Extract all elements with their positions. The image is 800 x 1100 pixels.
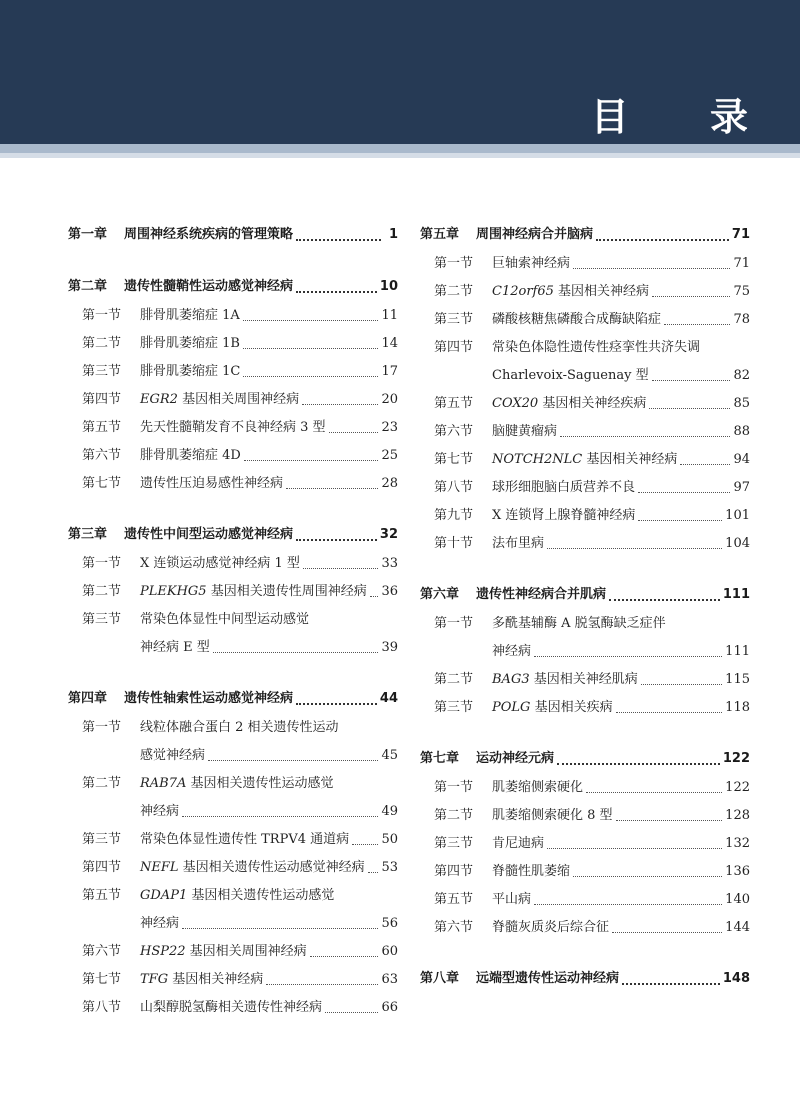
dot-leader [182, 815, 378, 817]
section-title: GDAP1 基因相关遗传性运动感觉 [140, 888, 335, 903]
section-number: 第九节 [434, 508, 474, 523]
dot-leader [266, 983, 378, 985]
dot-leader [303, 567, 379, 569]
section-number: 第二节 [82, 776, 122, 791]
section-number: 第三节 [82, 612, 122, 627]
section-page-number: 45 [381, 748, 398, 763]
section-page-number: 20 [381, 392, 398, 407]
section-page-number: 11 [381, 308, 398, 323]
page-title: 目 录 [590, 95, 782, 139]
section-title: 多酰基辅酶 A 脱氢酶缺乏症伴 [492, 616, 666, 631]
dot-leader [296, 290, 377, 293]
toc-section-continuation[interactable] [68, 798, 398, 826]
chapter-title: 运动神经元病 [476, 751, 555, 766]
section-number: 第六节 [82, 944, 122, 959]
section-title: EGR2 基因相关周围神经病 [140, 392, 300, 407]
toc-section-entry[interactable] [420, 774, 750, 802]
section-title: NOTCH2NLC 基因相关神经病 [492, 452, 678, 467]
gene-name: TFG [140, 972, 169, 987]
section-page-number: 39 [381, 640, 398, 655]
section-title: 球形细胞脑白质营养不良 [492, 480, 636, 495]
section-number: 第二节 [434, 672, 474, 687]
section-title: 腓骨肌萎缩症 4D [140, 448, 241, 463]
dot-leader [680, 463, 730, 465]
section-title: 先天性髓鞘发育不良神经病 3 型 [140, 420, 326, 435]
dot-leader [652, 379, 731, 381]
gene-name: RAB7A [140, 776, 187, 791]
chapter-number: 第七章 [420, 751, 460, 766]
section-page-number: 49 [381, 804, 398, 819]
chapter-number: 第五章 [420, 227, 460, 242]
chapter-title: 周围神经病合并脑病 [476, 227, 594, 242]
chapter-title: 遗传性髓鞘性运动感觉神经病 [124, 279, 294, 294]
section-page-number: 82 [733, 368, 750, 383]
dot-leader [352, 843, 378, 845]
dot-leader [596, 238, 729, 241]
chapter-number: 第三章 [68, 527, 108, 542]
section-title: 常染色体显性中间型运动感觉 [140, 612, 310, 627]
section-number: 第八节 [82, 1000, 122, 1015]
toc-chapter-entry[interactable] [68, 520, 398, 550]
toc-section-entry[interactable] [68, 966, 398, 994]
section-title: 肯尼迪病 [492, 836, 545, 851]
dot-leader [649, 407, 730, 409]
toc-section-entry[interactable] [68, 302, 398, 330]
toc-section-entry[interactable] [68, 714, 398, 742]
dot-leader [296, 538, 377, 541]
section-number: 第七节 [82, 476, 122, 491]
toc-section-entry[interactable] [68, 994, 398, 1022]
chapter-number: 第一章 [68, 227, 108, 242]
section-page-number: 17 [381, 364, 398, 379]
section-page-number: 66 [381, 1000, 398, 1015]
header-banner [0, 0, 800, 144]
dot-leader [547, 547, 722, 549]
section-page-number: 56 [381, 916, 398, 931]
dot-leader [609, 598, 720, 601]
toc-section-entry[interactable] [68, 606, 398, 634]
chapter-page-number: 44 [379, 691, 398, 706]
toc-chapter-entry[interactable] [68, 684, 398, 714]
dot-leader [534, 655, 722, 657]
toc-section-entry[interactable] [68, 330, 398, 358]
dot-leader [547, 847, 722, 849]
toc-section-continuation[interactable] [68, 910, 398, 938]
chapter-page-number: 10 [379, 279, 398, 294]
dot-leader [622, 982, 720, 985]
gene-name: C12orf65 [492, 284, 554, 299]
dot-leader [573, 875, 722, 877]
chapter-page-number: 122 [722, 751, 750, 766]
toc-section-continuation[interactable] [68, 634, 398, 662]
section-number: 第一节 [434, 616, 474, 631]
section-page-number: 111 [725, 644, 750, 659]
toc-section-entry[interactable] [68, 578, 398, 606]
section-number: 第七节 [434, 452, 474, 467]
section-title: 神经病 [140, 916, 180, 931]
toc-chapter-entry[interactable] [420, 220, 750, 250]
dot-leader [638, 491, 730, 493]
dot-leader [182, 927, 378, 929]
chapter-title: 周围神经系统疾病的管理策略 [124, 227, 294, 242]
header-stripe-light [0, 153, 800, 158]
toc-section-continuation[interactable] [68, 742, 398, 770]
toc-section-entry[interactable] [420, 474, 750, 502]
toc-section-entry[interactable] [420, 418, 750, 446]
dot-leader [213, 651, 379, 653]
toc-chapter-entry[interactable] [420, 580, 750, 610]
toc-section-entry[interactable] [68, 550, 398, 578]
section-page-number: 94 [733, 452, 750, 467]
section-title: 巨轴索神经病 [492, 256, 571, 271]
toc-section-entry[interactable] [420, 530, 750, 558]
dot-leader [286, 487, 378, 489]
section-page-number: 144 [725, 920, 750, 935]
section-number: 第六节 [82, 448, 122, 463]
section-title: 脊髓灰质炎后综合征 [492, 920, 610, 935]
chapter-gap [420, 558, 750, 580]
section-title: 神经病 [492, 644, 532, 659]
toc-section-entry[interactable] [68, 826, 398, 854]
toc-section-entry[interactable] [420, 666, 750, 694]
toc-section-entry[interactable] [420, 334, 750, 362]
dot-leader [243, 319, 379, 321]
toc-section-entry[interactable] [420, 610, 750, 638]
dot-leader [310, 955, 379, 957]
chapter-gap [68, 662, 398, 684]
toc-section-entry[interactable] [68, 882, 398, 910]
section-title: 腓骨肌萎缩症 1A [140, 308, 240, 323]
section-title: 腓骨肌萎缩症 1C [140, 364, 241, 379]
dot-leader [370, 595, 379, 597]
dot-leader [302, 403, 378, 405]
section-title: Charlevoix-Saguenay 型 [492, 368, 649, 383]
toc-chapter-entry[interactable] [420, 744, 750, 774]
chapter-number: 第六章 [420, 587, 460, 602]
dot-leader [296, 238, 381, 241]
section-title: 法布里病 [492, 536, 545, 551]
section-number: 第八节 [434, 480, 474, 495]
toc-section-entry[interactable] [68, 414, 398, 442]
section-title: RAB7A 基因相关遗传性运动感觉 [140, 776, 334, 791]
toc-section-entry[interactable] [68, 358, 398, 386]
section-page-number: 23 [381, 420, 398, 435]
section-title: 常染色体显性遗传性 TRPV4 通道病 [140, 832, 350, 847]
section-page-number: 36 [381, 584, 398, 599]
gene-name: PLEKHG5 [140, 584, 207, 599]
toc-section-entry[interactable] [420, 278, 750, 306]
section-title: POLG 基因相关疾病 [492, 700, 613, 715]
section-number: 第二节 [82, 336, 122, 351]
toc-section-entry[interactable] [68, 442, 398, 470]
section-number: 第十节 [434, 536, 474, 551]
dot-leader [616, 819, 723, 821]
chapter-gap [420, 722, 750, 744]
section-title: 平山病 [492, 892, 532, 907]
section-title: 山梨醇脱氢酶相关遗传性神经病 [140, 1000, 323, 1015]
toc-section-entry[interactable] [68, 854, 398, 882]
chapter-number: 第八章 [420, 971, 460, 986]
toc-column-left [68, 220, 398, 1022]
section-title: 感觉神经病 [140, 748, 206, 763]
gene-name: BAG3 [492, 672, 530, 687]
chapter-gap [420, 942, 750, 964]
toc-section-entry[interactable] [420, 858, 750, 886]
toc-section-entry[interactable] [420, 446, 750, 474]
section-page-number: 25 [381, 448, 398, 463]
dot-leader [557, 762, 720, 765]
dot-leader [573, 267, 730, 269]
dot-leader [208, 759, 378, 761]
section-page-number: 53 [381, 860, 398, 875]
toc-section-entry[interactable] [68, 938, 398, 966]
section-number: 第一节 [434, 780, 474, 795]
section-title: 肌萎缩侧索硬化 [492, 780, 584, 795]
gene-name: NEFL [140, 860, 179, 875]
section-page-number: 122 [725, 780, 750, 795]
toc-section-entry[interactable] [68, 770, 398, 798]
dot-leader [616, 711, 723, 713]
gene-name: GDAP1 [140, 888, 188, 903]
section-title: 磷酸核糖焦磷酸合成酶缺陷症 [492, 312, 662, 327]
section-page-number: 14 [381, 336, 398, 351]
section-page-number: 60 [381, 944, 398, 959]
chapter-number: 第二章 [68, 279, 108, 294]
toc-chapter-entry[interactable] [420, 964, 750, 994]
section-title: BAG3 基因相关神经肌病 [492, 672, 638, 687]
toc-section-entry[interactable] [420, 802, 750, 830]
chapter-page-number: 32 [379, 527, 398, 542]
toc-section-entry[interactable] [420, 886, 750, 914]
gene-name: EGR2 [140, 392, 178, 407]
toc-section-entry[interactable] [420, 390, 750, 418]
section-number: 第一节 [82, 720, 122, 735]
section-number: 第四节 [82, 392, 122, 407]
section-title: X 连锁肾上腺脊髓神经病 [492, 508, 636, 523]
gene-name: COX20 [492, 396, 539, 411]
section-number: 第二节 [434, 808, 474, 823]
toc-section-continuation[interactable] [420, 638, 750, 666]
section-page-number: 28 [381, 476, 398, 491]
toc-section-entry[interactable] [68, 386, 398, 414]
dot-leader [243, 375, 378, 377]
toc-section-continuation[interactable] [420, 362, 750, 390]
section-number: 第四节 [82, 860, 122, 875]
dot-leader [652, 295, 730, 297]
section-title: 脑腱黄瘤病 [492, 424, 558, 439]
dot-leader [638, 519, 722, 521]
section-page-number: 50 [381, 832, 398, 847]
chapter-page-number: 71 [731, 227, 750, 242]
section-title: NEFL 基因相关遗传性运动感觉神经病 [140, 860, 365, 875]
dot-leader [612, 931, 722, 933]
chapter-title: 遗传性轴索性运动感觉神经病 [124, 691, 294, 706]
gene-name: POLG [492, 700, 531, 715]
toc-section-entry[interactable] [420, 830, 750, 858]
section-title: 常染色体隐性遗传性痉挛性共济失调 [492, 340, 701, 355]
toc-column-right [420, 220, 750, 994]
chapter-title: 远端型遗传性运动神经病 [476, 971, 620, 986]
toc-section-entry[interactable] [420, 694, 750, 722]
section-page-number: 97 [733, 480, 750, 495]
section-number: 第五节 [434, 892, 474, 907]
section-title: 神经病 [140, 804, 180, 819]
section-number: 第一节 [82, 308, 122, 323]
dot-leader [368, 871, 379, 873]
section-page-number: 71 [733, 256, 750, 271]
section-number: 第四节 [434, 340, 474, 355]
toc-section-entry[interactable] [68, 470, 398, 498]
section-page-number: 136 [725, 864, 750, 879]
section-number: 第七节 [82, 972, 122, 987]
dot-leader [243, 347, 378, 349]
section-page-number: 115 [725, 672, 750, 687]
dot-leader [560, 435, 730, 437]
section-number: 第六节 [434, 424, 474, 439]
section-page-number: 78 [733, 312, 750, 327]
chapter-page-number: 1 [388, 227, 398, 242]
section-title: TFG 基因相关神经病 [140, 972, 264, 987]
chapter-gap [68, 498, 398, 520]
gene-name: NOTCH2NLC [492, 452, 583, 467]
gene-name: HSP22 [140, 944, 186, 959]
toc-section-entry[interactable] [420, 914, 750, 942]
section-page-number: 75 [733, 284, 750, 299]
section-number: 第三节 [434, 700, 474, 715]
section-number: 第二节 [434, 284, 474, 299]
section-page-number: 104 [725, 536, 750, 551]
section-title: 肌萎缩侧索硬化 8 型 [492, 808, 613, 823]
section-number: 第一节 [434, 256, 474, 271]
section-title: HSP22 基因相关周围神经病 [140, 944, 307, 959]
chapter-title: 遗传性神经病合并肌病 [476, 587, 607, 602]
dot-leader [329, 431, 379, 433]
dot-leader [325, 1011, 378, 1013]
chapter-number: 第四章 [68, 691, 108, 706]
toc-section-entry[interactable] [420, 250, 750, 278]
section-page-number: 118 [725, 700, 750, 715]
chapter-page-number: 148 [722, 971, 750, 986]
section-number: 第五节 [82, 420, 122, 435]
section-number: 第五节 [82, 888, 122, 903]
dot-leader [296, 702, 377, 705]
section-page-number: 101 [725, 508, 750, 523]
section-title: COX20 基因相关神经疾病 [492, 396, 647, 411]
dot-leader [244, 459, 379, 461]
toc-chapter-entry[interactable] [68, 220, 398, 250]
section-number: 第三节 [434, 312, 474, 327]
section-title: 神经病 E 型 [140, 640, 210, 655]
section-title: 腓骨肌萎缩症 1B [140, 336, 240, 351]
section-number: 第六节 [434, 920, 474, 935]
section-number: 第三节 [82, 832, 122, 847]
chapter-gap [68, 250, 398, 272]
section-title: PLEKHG5 基因相关遗传性周围神经病 [140, 584, 367, 599]
section-title: 脊髓性肌萎缩 [492, 864, 571, 879]
section-number: 第二节 [82, 584, 122, 599]
dot-leader [586, 791, 722, 793]
dot-leader [534, 903, 722, 905]
header-stripe [0, 144, 800, 153]
section-number: 第五节 [434, 396, 474, 411]
toc-section-entry[interactable] [420, 306, 750, 334]
section-page-number: 63 [381, 972, 398, 987]
section-page-number: 140 [725, 892, 750, 907]
section-number: 第一节 [82, 556, 122, 571]
section-page-number: 85 [733, 396, 750, 411]
section-page-number: 128 [725, 808, 750, 823]
chapter-page-number: 111 [722, 587, 750, 602]
section-page-number: 33 [381, 556, 398, 571]
section-title: C12orf65 基因相关神经病 [492, 284, 650, 299]
dot-leader [641, 683, 722, 685]
section-number: 第三节 [82, 364, 122, 379]
section-title: X 连锁运动感觉神经病 1 型 [140, 556, 300, 571]
section-title: 线粒体融合蛋白 2 相关遗传性运动 [140, 720, 339, 735]
toc-section-entry[interactable] [420, 502, 750, 530]
section-page-number: 88 [733, 424, 750, 439]
section-number: 第四节 [434, 864, 474, 879]
toc-chapter-entry[interactable] [68, 272, 398, 302]
chapter-title: 遗传性中间型运动感觉神经病 [124, 527, 294, 542]
section-title: 遗传性压迫易感性神经病 [140, 476, 284, 491]
section-page-number: 132 [725, 836, 750, 851]
dot-leader [664, 323, 730, 325]
section-number: 第三节 [434, 836, 474, 851]
